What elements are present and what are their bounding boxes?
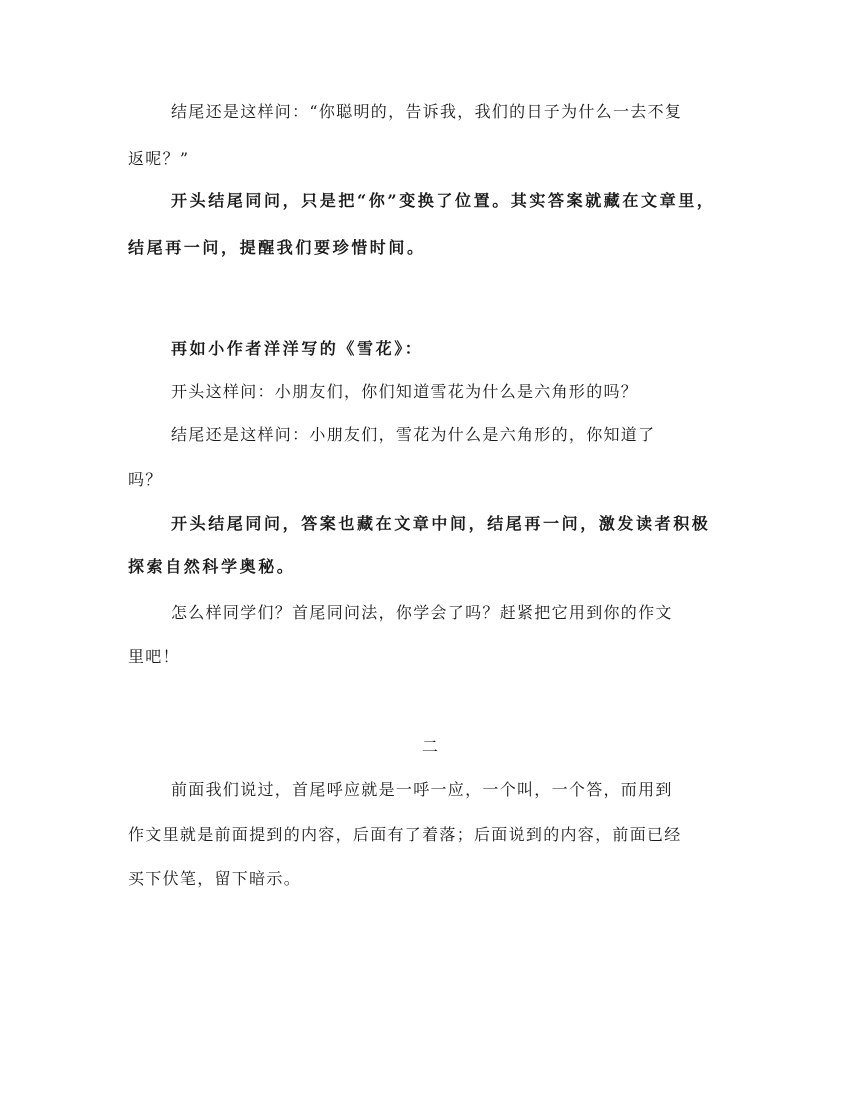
paragraph-line: 开头这样问：小朋友们，你们知道雪花为什么是六角形的吗？ bbox=[171, 382, 639, 401]
paragraph-line: 怎么样同学们？首尾同问法，你学会了吗？赶紧把它用到你的作文 bbox=[171, 603, 673, 622]
paragraph-line: 前面我们说过，首尾呼应就是一呼一应，一个叫，一个答，而用到 bbox=[171, 780, 673, 799]
paragraph-line: 结尾还是这样问：“你聪明的，告诉我，我们的日子为什么一去不复 bbox=[171, 102, 683, 121]
paragraph-line-bold: 开头结尾同问，答案也藏在文章中间，结尾再一问，激发读者积极 bbox=[171, 514, 711, 533]
paragraph-line-bold: 开头结尾同问，只是把“你”变换了位置。其实答案就藏在文章里， bbox=[171, 191, 716, 210]
paragraph-line: 里吧！ bbox=[128, 647, 180, 666]
section-heading: 二 bbox=[421, 737, 438, 756]
paragraph-line: 吗？ bbox=[128, 470, 163, 489]
paragraph-line-bold: 结尾再一问，提醒我们要珍惜时间。 bbox=[128, 238, 426, 257]
paragraph-line-bold: 再如小作者洋洋写的《雪花》： bbox=[171, 339, 424, 358]
paragraph-line: 返呢？” bbox=[128, 149, 190, 168]
paragraph-line: 买下伏笔，留下暗示。 bbox=[128, 869, 302, 888]
paragraph-line: 结尾还是这样问：小朋友们，雪花为什么是六角形的，你知道了 bbox=[171, 425, 656, 444]
paragraph-line: 作文里就是前面提到的内容，后面有了着落；后面说到的内容，前面已经 bbox=[128, 825, 682, 844]
paragraph-line-bold: 探索自然科学奥秘。 bbox=[128, 557, 296, 576]
